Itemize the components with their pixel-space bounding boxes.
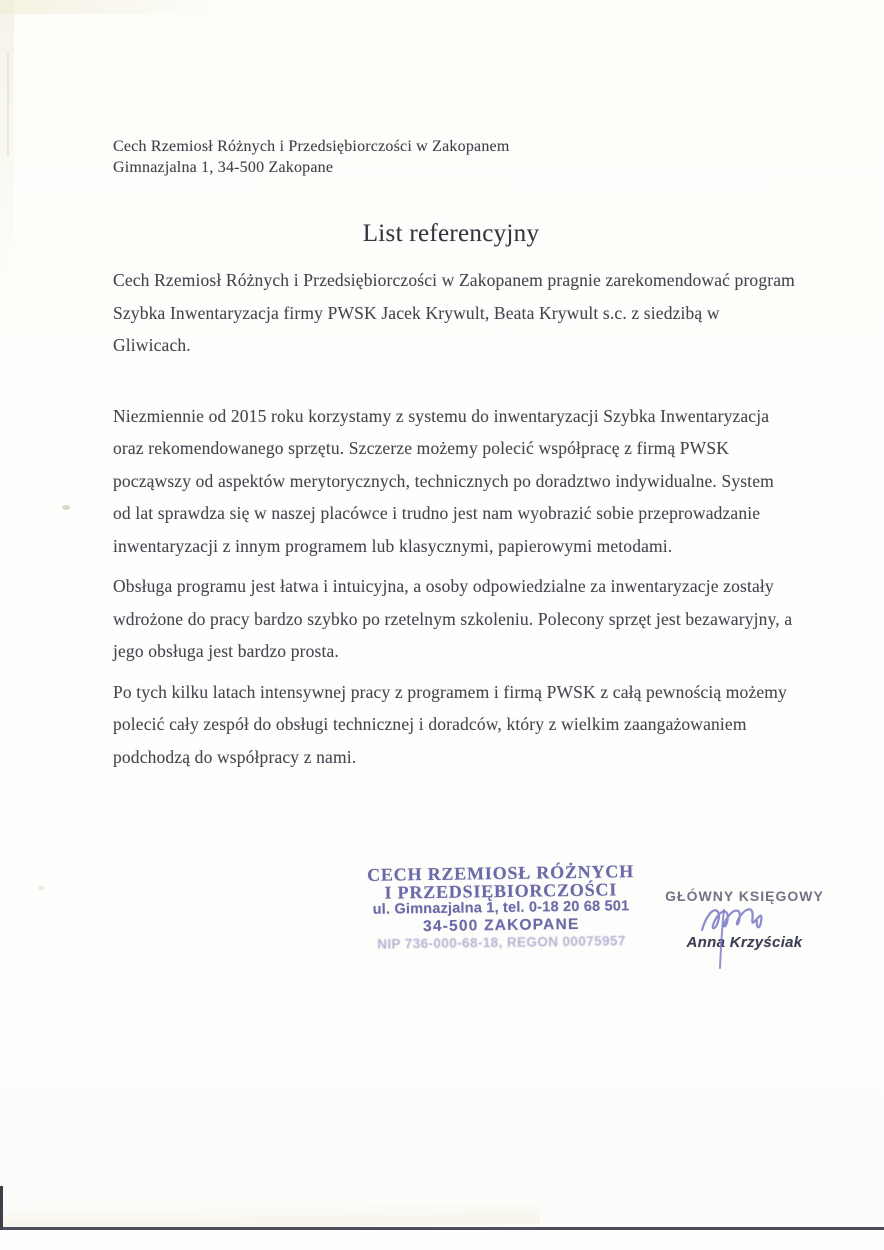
paper-bottom-edge-shadow (0, 1200, 540, 1230)
paragraph-closing: Po tych kilku latach intensywnej pracy z programem i firmą PWSK z całą pewnością możemy polecić cały zespół do obsługi technicznej i doradców, który z wielkim zaangażowaniem podchodzą do współpracy z nami. (113, 681, 787, 767)
paragraph-system-usage: Niezmiennie od 2015 roku korzystamy z systemu do inwentaryzacji Szybka Inwentaryzacja oraz rekomendowanego sprzętu. Szczerze możemy polecić współpracę z firmą PWSK począwszy od aspektów merytorycznych, technicznych po doradztwo indywidualne. System od lat sprawdza się w naszej placówce i trudno jest nam wyobrazić sobie przeprowadzanie inwentaryzacji z innym programem lub klasycznymi, papierowymi metodami. (113, 405, 774, 556)
paragraph-recommendation: Cech Rzemiosł Różnych i Przedsiębiorczości w Zakopanem pragnie zarekomendować program Szybka Inwentaryzacja firmy PWSK Jacek Krywult, Beata Krywult s.c. z siedzibą w Gliwicach. (113, 270, 795, 355)
stamp-address-line: ul. Gimnazjalna 1, tel. 0-18 20 68 501 (372, 898, 630, 918)
stamp-nip-regon-line: NIP 736-000-68-18, REGON 00075957 (377, 933, 626, 952)
scan-below-paper-area (0, 1230, 884, 1250)
scan-bottom-left-edge (0, 1186, 3, 1230)
stamp-org-name-line2: I PRZEDSIĘBIORCZOŚCI (384, 879, 618, 903)
scan-speck (62, 505, 70, 510)
signatory-name: Anna Krzyściak (686, 934, 803, 951)
letter-title: List referencyjny (362, 220, 540, 247)
stamp-org-name-line1: CECH RZEMIOSŁ RÓŻNYCH (366, 861, 635, 885)
signatory-role-stamp: GŁÓWNY KSIĘGOWY (665, 888, 824, 904)
signature-block (642, 888, 847, 951)
handwritten-signature-scribble (694, 896, 794, 970)
sender-address: Gimnazjalna 1, 34-500 Zakopane (113, 159, 334, 176)
organization-stamp (339, 862, 662, 953)
scan-top-edge-tint (0, 0, 220, 14)
stamp-city-line: 34-500 ZAKOPANE (422, 915, 580, 936)
letter-body (113, 264, 795, 781)
scan-speck (38, 886, 44, 890)
scan-left-edge-line (7, 52, 9, 157)
paragraph-ease-of-use: Obsługa programu jest łatwa i intuicyjna, a osoby odpowiedzialne za inwentaryzacje zostały wdrożone do pracy bardzo szybko po rzetelnym szkoleniu. Polecony sprzęt jest bezawaryjny, a jego obsługa jest bardzo prosta. (113, 576, 793, 661)
sender-header (113, 136, 509, 178)
sender-name: Cech Rzemiosł Różnych i Przedsiębiorczości w Zakopanem (113, 138, 510, 155)
